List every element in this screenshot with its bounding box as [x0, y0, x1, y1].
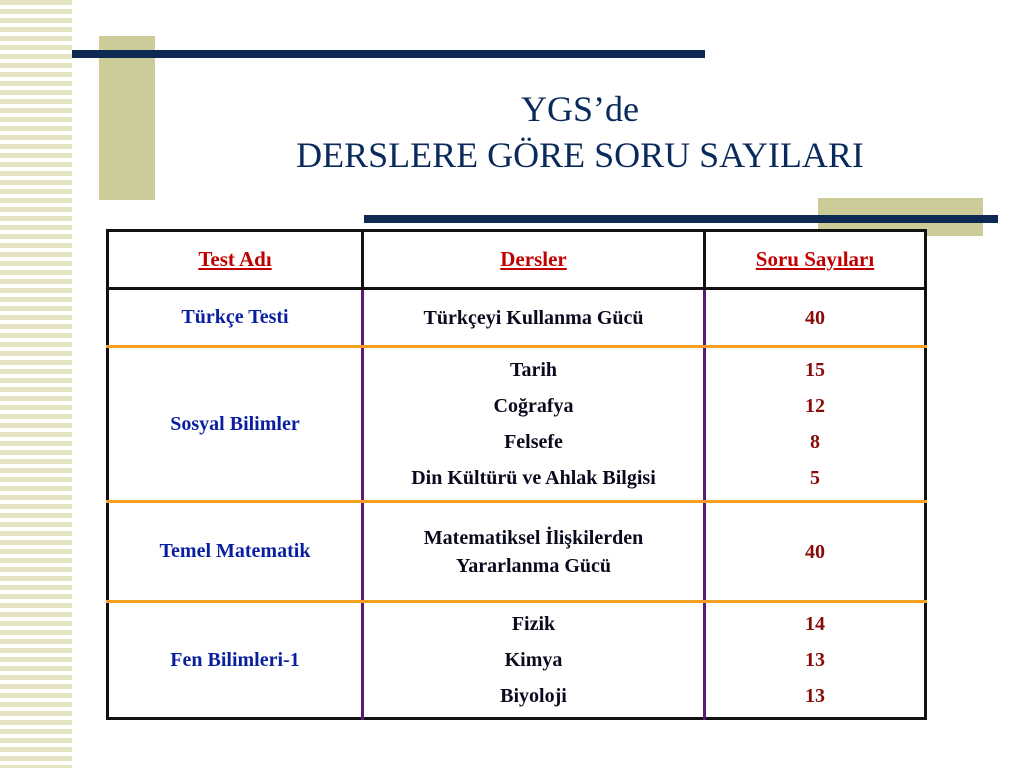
subject-item: Türkçeyi Kullanma Gücü [423, 306, 644, 329]
subject-item: Felsefe [504, 431, 563, 453]
subject-item: Yararlanma Gücü [456, 554, 611, 577]
test-name-cell: Sosyal Bilimler [108, 347, 363, 502]
subjects-cell [363, 602, 705, 719]
table-row [108, 502, 926, 602]
count-item: 13 [805, 685, 825, 707]
subject-item: Coğrafya [493, 395, 574, 417]
slide-title [150, 86, 1010, 178]
slide-title-line1: YGS’de [521, 89, 639, 129]
header-subjects: Dersler [363, 231, 705, 289]
test-name-cell: Türkçe Testi [108, 289, 363, 347]
slide-title-line2: DERSLERE GÖRE SORU SAYILARI [296, 135, 864, 175]
counts-cell [705, 289, 926, 347]
table-row [108, 289, 926, 347]
count-item: 14 [805, 613, 825, 635]
subject-item: Din Kültürü ve Ahlak Bilgisi [411, 467, 656, 489]
subject-item: Biyoloji [500, 685, 567, 707]
counts-cell [705, 502, 926, 602]
header-question-counts: Soru Sayıları [705, 231, 926, 289]
count-item: 15 [805, 359, 825, 381]
subject-item: Kimya [504, 649, 563, 671]
decorative-side-stripes [0, 0, 72, 768]
header-test-name: Test Adı [108, 231, 363, 289]
subjects-cell [363, 289, 705, 347]
table-row [108, 602, 926, 719]
count-item: 5 [810, 467, 820, 489]
table-header-row [108, 231, 926, 289]
count-item: 12 [805, 395, 825, 417]
counts-cell [705, 602, 926, 719]
question-count-table [106, 229, 927, 720]
decorative-tan-block-left [99, 36, 155, 200]
subject-item: Matematiksel İlişkilerden [423, 526, 644, 549]
subject-item: Tarih [509, 359, 558, 381]
count-item: 40 [805, 540, 825, 563]
subject-item: Fizik [511, 613, 556, 635]
counts-cell [705, 347, 926, 502]
count-item: 40 [805, 306, 825, 329]
decorative-navy-rule-top [72, 50, 705, 58]
test-name-cell: Fen Bilimleri-1 [170, 648, 300, 671]
table-row [108, 347, 926, 502]
subjects-cell [363, 502, 705, 602]
test-name-cell: Temel Matematik [108, 502, 363, 602]
decorative-navy-rule-middle [364, 215, 998, 223]
count-item: 8 [810, 431, 820, 453]
subjects-cell [363, 347, 705, 502]
count-item: 13 [805, 649, 825, 671]
